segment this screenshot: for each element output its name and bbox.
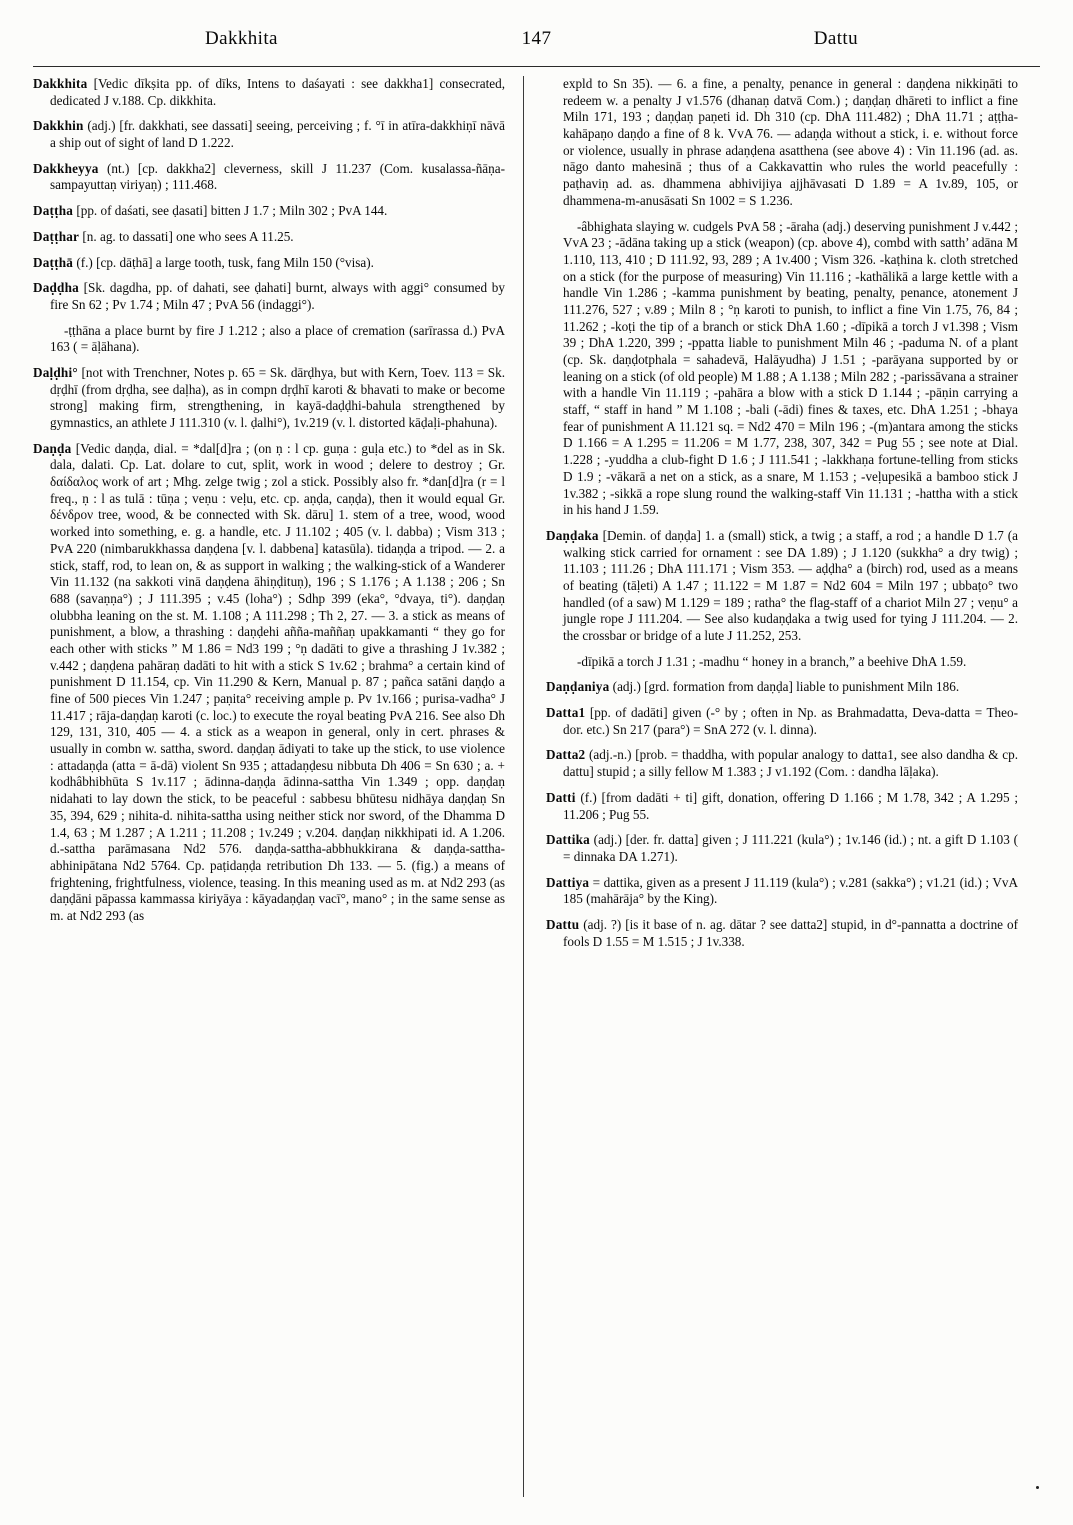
entry-body: = dattika, given as a present J 11.119 (kula°) ; v.281 (sakka°) ; v1.21 (id.) ; VvA 185 (mahārāja° by the King).	[563, 874, 1018, 907]
entry-body: -ṭṭhāna a place burnt by fire J 1.212 ; also a place of cremation (sarīrassa d.) PvA 163 ( = āḷāhana).	[50, 322, 505, 355]
dictionary-entry	[33, 203, 505, 220]
header-divider	[33, 66, 1040, 67]
right-column	[524, 76, 1018, 1497]
entry-body: (adj.) [grd. formation from daṇḍa] liable to punishment Miln 186.	[609, 679, 960, 695]
entry-headword: Dattika	[546, 832, 590, 848]
entry-headword: Daḍḍha	[33, 280, 79, 296]
entry-body: (adj.) [der. fr. datta] given ; J 111.221 (kula°) ; 1v.146 (id.) ; nt. a gift D 1.103 ( = dinnaka DA 1.271).	[563, 832, 1018, 864]
entry-headword: Dattiya	[546, 874, 590, 890]
dictionary-entry	[546, 679, 1018, 696]
entry-headword: Daḷḍhi°	[33, 364, 78, 380]
entry-headword: Daṭṭhā	[33, 254, 74, 270]
dictionary-entry	[33, 441, 505, 925]
dictionary-entry	[546, 705, 1018, 738]
entry-body: -âbhighata slaying w. cudgels PvA 58 ; -āraha (adj.) deserving punishment J v.442 ; VvA 23 ; -ādāna taking up a stick (weapon) (cp. above 4), combd with satth’ adāna M 1.110, 113, 410 ; D 111.92, 93, 289 ; A 1v.400 ; Vism 326. -kaṭhina k. cloth stretched on a stick (for the purpose of measuring) Vin 11.116 ; -kathālikā a large kettle with a handle Vin 1.286 ; -kamma punishment by beating, penalty, penance, atonement J 111.276, 527 ; v.89 ; Miln 8 ; °ṇ karoti to punish, to inflict a fine Vin 1.75, 76, 84 ; 11.262 ; -koṭi the tip of a branch or stick DhA 1.60 ; -dīpikā a torch J v1.398 ; Vism 39 ; DhA 1.220, 399 ; -ppatta liable to punishment Miln 46 ; -paduma N. of a plant (cp. Sk. daṇḍotphala = sahadevā, Halāyudha) J 1.51 ; -parāyana supported by or leaning on a stick (of old people) M 1.88 ; A 1.138 ; Miln 282 ; -parissāvana a strainer with a handle Vin 11.119 ; -pahāra a blow with a stick D 1.144 ; -pāṇin carrying a staff, “ staff in hand ” M 1.108 ; -bali (-ādi) fines & taxes, etc. DhA 1.251 ; -bhaya fear of punishment A 11.121 sq. = Nd2 470 = Miln 196 ; -(m)antara among the sticks D 1.166 = A 1.295 = 11.206 = M 1.77, 238, 307, 342 = Pug 55 ; see note at Dial. 1.228 ; -yuddha a club-fight D 1.6 ; J 111.541 ; -lakkhaṇa fortune-telling from sticks D 1.9 ; -vākarā a net on a stick, as a snare, M 1.153 ; -veḷupesikā a bamboo stick J 1v.382 ; -sikkā a rope slung round the walking-staff Vin 11.131 ; -hattha with a stick in his hand J 1.59.	[563, 218, 1018, 518]
dictionary-entry	[546, 917, 1018, 950]
entry-body: -dīpikā a torch J 1.31 ; -madhu “ honey in a branch,” a beehive DhA 1.59.	[577, 653, 967, 669]
running-head-left-word: Dakkhita	[205, 28, 278, 49]
entry-subsection	[33, 323, 505, 356]
entry-headword: Daṇḍaniya	[546, 679, 610, 695]
entry-body: [not with Trenchner, Notes p. 65 = Sk. dārḍhya, but with Kern, Toev. 113 = Sk. dṛḍhī (from dṛḍha, see daḷha), as in compn dṛḍhī karoti & bhavati to make or become strong] making firm, strengthening, in kayā-daḍḍhi-bahula strengthened by gymnastics, an athlete J 111.310 (v. l. ḍalhi°), 1v.219 (v. l. distorted kāḍaḷi-phahuna).	[50, 364, 505, 430]
entry-body: [pp. of dadāti] given (-° by ; often in Np. as Brahmadatta, Deva-datta = Theo-dor. etc.) Sn 217 (para°) = SnA 272 (v. l. dinna).	[563, 705, 1018, 737]
entry-headword: Datti	[546, 789, 576, 805]
running-head-right-word: Dattu	[813, 28, 858, 49]
dictionary-entry	[33, 229, 505, 246]
entry-body: [n. ag. to dassati] one who sees A 11.25.	[79, 228, 294, 244]
left-column	[33, 76, 524, 1497]
entry-body: [Demin. of daṇḍa] 1. a (small) stick, a twig ; a staff, a rod ; a handle D 1.7 (a walking stick carried for ornament : see DA 1.89) ; J 1.120 (sukkha° a dry twig) ; 11.103 ; 111.26 ; DhA 111.171 ; Vism 353. — aḍḍha° a (birch) rod, used as a means of beating (tāḷeti) A 1.47 ; 11.122 = M 1.87 = Nd2 604 = Miln 197 ; ubbaṭo° two handled (of a saw) M 1.129 = 189 ; ratha° the flag-staff of a chariot Miln 27 ; veṇu° a jungle rope J 111.204. — See also kudaṇḍaka a twig used for tying J 111.204. — 2. the crossbar or bridge of a lute J 11.252, 253.	[563, 527, 1018, 643]
entry-body: expld to Sn 35). — 6. a fine, a penalty, penance in general : daṇḍena nikkiṇāti to redeem w. a penalty J v1.576 (dhanaṇ datvā Com.) ; daṇḍaṇ dhāreti to inflict a fine Miln 171, 193 ; daṇḍaṇ paṇeti id. Dh 310 (cp. DhA 111.482) ; DhA 11.71 ; aṭṭha-kahāpaṇo daṇḍo a fine of 8 k. VvA 76. — adaṇḍa without a stick, i. e. without force or violence, usually in phrase adaṇḍena asatthena (see above 4) : Vin 11.196 (ad. as. nāgo danto mahesinā ; thus of a Cakkavattin who rules the world peacefully : paṭhaviṇ ad. as. dhammena abhivijiya ajjhāvasati D 1.89 = A 1v.89, 105, or dhammena-m-anusāsati Sn 1002 = S 1.236.	[563, 76, 1018, 208]
entry-body: [Vedic daṇḍa, dial. = *dal[d]ra ; (on ṇ : l cp. guṇa : guḷa etc.) to *del as in Sk. dala, dalati. Cp. Lat. dolare to cut, split, work in wood ; delere to destroy ; Gr. δαίδαλος work of art ; Mhg. zelge twig ; zol a stick. Possibly also fr. *dan[d]ra (r = l freq., ṇ : l as tulā : tūṇa ; veṇu : veḷu, etc. cp. aṇḍa, caṇḍa), then it would equal Gr. δένδρον tree, wood, & be connected with Sk. dāru] 1. stem of a tree, wood, wood worked into something, e. g. a handle, etc. J 11.102 ; 405 (v. l. dabba) ; Vism 313 ; PvA 220 (nimbarukkhassa daṇḍena [v. l. dabbena] katasūla). tidaṇḍa a tripod. — 2. a stick, staff, rod, to lean on, & as support in walking ; the walking-stick of a Wanderer Vin 11.132 (na sakkoti vinā daṇḍena āhiṇḍituṇ), 196 ; S 1.176 ; A 1.138 ; 206 ; Sn 688 (savaṇṇa°) ; J 111.395 ; v.45 (loha°) ; Sdhp 399 (eka°, °dvaya, ti°). daṇḍaṇ olubbha leaning on the st. M. 1.108 ; A 111.298 ; Th 2, 27. — 3. a stick as means of punishment, a blow, a thrashing : daṇḍehi añña-maññaṇ upakkamanti “ they go for each other with sticks ” M 1.86 = Nd3 199 ; °ṇ dadāti to give a thrashing J 1v.382 ; v.442 ; daṇḍena pahāraṇ dadāti to hit with a stick S 1v.62 ; brahma° a certain kind of punishment D 11.154, cp. Vin 11.290 & Kern, Manual p. 87 ; pañca satāni daṇḍo a fine of 500 pieces Vin 1.247 ; paṇita° receiving ample p. Pv 1v.166 ; purisa-vadha° J 11.417 ; rāja-daṇḍaṇ karoti (c. loc.) to execute the royal beating PvA 216. See also Dh 129, 131, 310, 405 — 4. a stick as a weapon in general, only in cert. phrases & usually in combn w. sattha, sword. daṇḍaṇ ādiyati to take up the stick, to use violence : attadaṇḍa (atta = ā-dā) violent Sn 935 ; attadaṇḍesu nibbuta Dh 406 = Sn 630 ; a. + kodhâbhibhūta S 1v.117 ; ādinna-daṇḍa ādinna-sattha Vin 1.349 ; opp. daṇḍaṇ nidahati to lay down the stick, to be peaceful : sabbesu bhūtesu nidhāya daṇḍaṇ Sn 35, 394, 629 ; nihita-d. nihita-sattha using neither stick nor sword, of the Dhamma D 1.4, 63 ; M 1.287 ; A 1.211 ; 11.208 ; 1v.249 ; v.204. daṇḍaṇ nikkhipati id. A 1.206. d.-sattha parāmasana Nd2 576. daṇḍa-sattha-abbhukkirana & daṇḍa-sattha-abhinipātana Nd2 5764. Cp. paṭidaṇḍa retribution Dh 133. — 5. (fig.) a means of frightening, frightfulness, violence, teasing. In this meaning used as m. at Nd2 293 (as daṇḍāni pāpassa kammassa kiriyāya : kāyadaṇḍaṇ vacī°, mano° ; in the same sense as m. at Nd2 293 (as	[50, 440, 505, 923]
entry-headword: Dakkhin	[33, 118, 84, 134]
dictionary-entry	[33, 365, 505, 432]
entry-headword: Datta1	[546, 705, 586, 721]
entry-headword: Daṭṭha	[33, 203, 74, 219]
dictionary-entry	[546, 528, 1018, 645]
entry-body: (adj.) [fr. dakkhati, see dassati] seeing, perceiving ; f. °ī in atīra-dakkhiṇī nāvā a ship out of sight of land D 1.222.	[50, 118, 505, 151]
entry-headword: Datta2	[546, 747, 586, 763]
running-head	[30, 28, 1043, 62]
entry-headword: Daṇḍaka	[546, 527, 599, 543]
entry-compounds	[546, 219, 1018, 519]
entry-body: (adj.-n.) [prob. = thaddha, with popular analogy to datta1, see also dandha & cp. dattu] stupid ; a silly fellow M 1.383 ; J v1.192 (Com. : dandha lāḷaka).	[563, 747, 1018, 780]
page-corner-mark	[1036, 1486, 1039, 1489]
dictionary-entry	[546, 790, 1018, 823]
entry-body: (adj. ?) [is it base of n. ag. dātar ? see datta2] stupid, in d°-pannatta a doctrine of fools D 1.55 = M 1.515 ; J 1v.338.	[563, 916, 1018, 949]
entry-headword: Dakkheyya	[33, 160, 99, 176]
entry-body: [pp. of daśati, see ḍasati] bitten J 1.7 ; Miln 302 ; PvA 144.	[73, 203, 388, 219]
entry-continuation	[546, 76, 1018, 210]
entry-body: (f.) [cp. dāṭhā] a large tooth, tusk, fang Miln 150 (°visa).	[73, 254, 374, 270]
dictionary-entry	[33, 76, 505, 109]
entry-headword: Dakkhita	[33, 76, 88, 91]
entry-body: [Sk. dagdha, pp. of dahati, see ḍahati] burnt, always with aggi° consumed by fire Sn 62 ; Pv 1.74 ; Miln 47 ; PvA 56 (indaggi°).	[50, 280, 505, 312]
dictionary-entry	[33, 280, 505, 313]
entry-body: (f.) [from dadāti + ti] gift, donation, offering D 1.166 ; M 1.78, 342 ; A 1.295 ; 11.206 ; Pug 55.	[563, 789, 1018, 822]
page-number: 147	[521, 28, 552, 49]
entry-subsection	[546, 654, 1018, 671]
entry-headword: Dattu	[546, 916, 580, 932]
dictionary-entry	[33, 161, 505, 194]
entry-headword: Daṭṭhar	[33, 228, 80, 244]
dictionary-entry	[33, 118, 505, 151]
entry-body: [Vedic dīkṣita pp. of dīks, Intens to daśayati : see dakkha1] consecrated, dedicated J v.188. Cp. dikkhita.	[50, 76, 505, 108]
entry-body: (nt.) [cp. dakkha2] cleverness, skill J 11.237 (Com. kusalassa-ñāṇa-sampayuttaṇ viriyaṇ) ; 111.468.	[50, 160, 505, 193]
two-column-body	[33, 76, 1040, 1497]
dictionary-entry	[33, 255, 505, 272]
entry-headword: Daṇḍa	[33, 440, 72, 456]
dictionary-entry	[546, 832, 1018, 865]
dictionary-entry	[546, 747, 1018, 780]
dictionary-entry	[546, 875, 1018, 908]
